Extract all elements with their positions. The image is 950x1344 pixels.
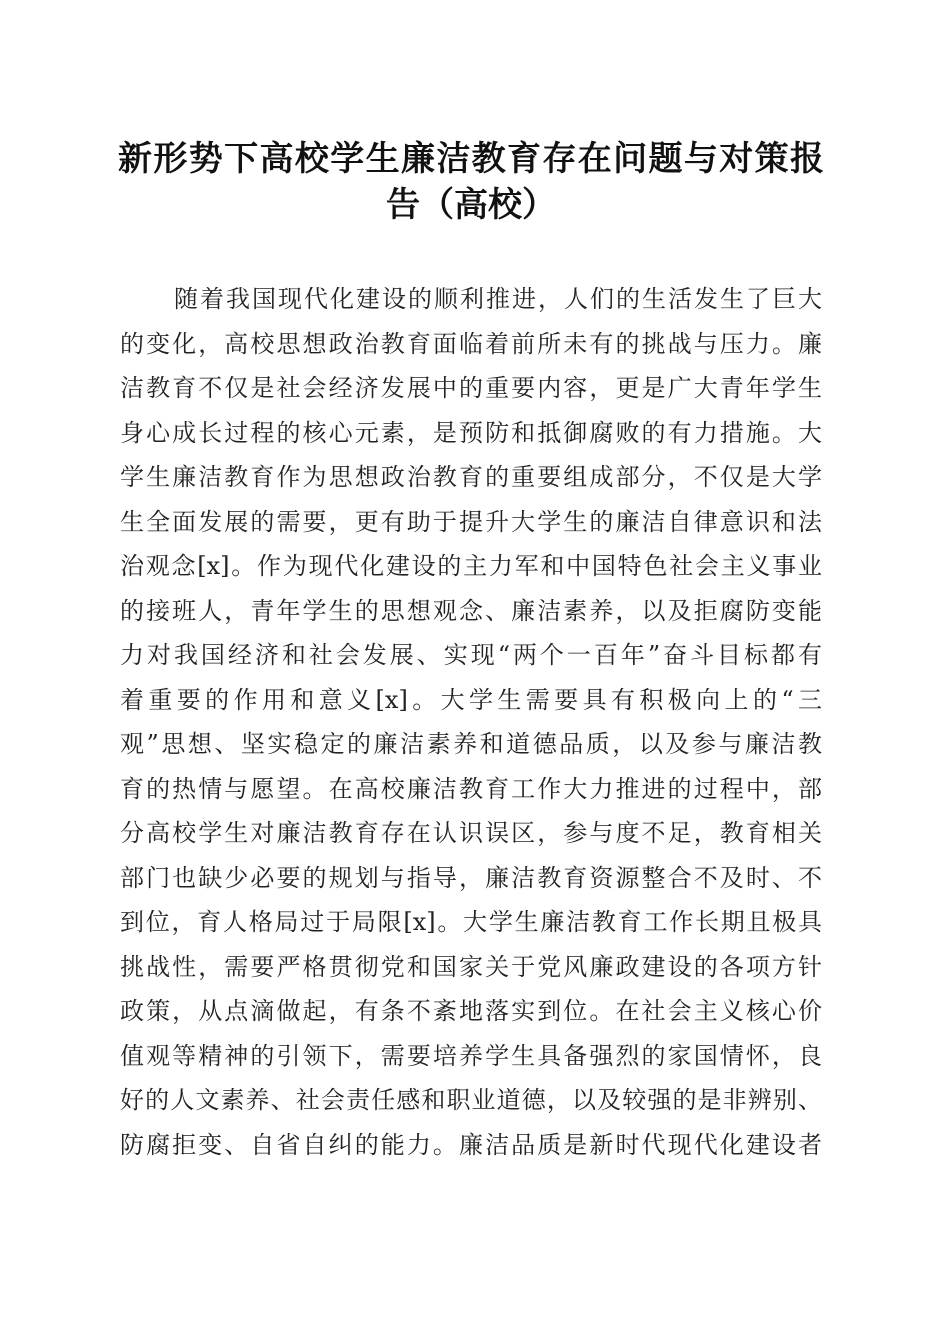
paragraph-line: 生全面发展的需要，更有助于提升大学生的廉洁自律意识和法 <box>120 507 822 536</box>
title-line: 告（高校） <box>386 185 556 225</box>
paragraph-line: 身心成长过程的核心元素，是预防和抵御腐败的有力措施。大 <box>120 418 822 447</box>
paragraph-line: 到位，育人格局过于局限[x]。大学生廉洁教育工作长期且极具 <box>120 908 822 936</box>
paragraph-line: 分高校学生对廉洁教育存在认识误区，参与度不足，教育相关 <box>120 819 822 847</box>
paragraph-line: 育的热情与愿望。在高校廉洁教育工作大力推进的过程中，部 <box>120 774 822 803</box>
paragraph-line: 洁教育不仅是社会经济发展中的重要内容，更是广大青年学生 <box>120 374 822 402</box>
document-title <box>118 136 824 228</box>
paragraph-line: 的变化，高校思想政治教育面临着前所未有的挑战与压力。廉 <box>120 329 822 358</box>
paragraph-line: 着重要的作用和意义[x]。大学生需要具有积极向上的“三 <box>120 685 822 714</box>
paragraph-line: 好的人文素养、社会责任感和职业道德，以及较强的是非辨别、 <box>120 1086 822 1114</box>
document-body <box>120 277 822 1167</box>
paragraph-line: 防腐拒变、自省自纠的能力。廉洁品质是新时代现代化建设者 <box>120 1130 822 1159</box>
paragraph-line: 政策，从点滴做起，有条不紊地落实到位。在社会主义核心价 <box>120 997 822 1025</box>
paragraph-line: 随着我国现代化建设的顺利推进，人们的生活发生了巨大 <box>174 285 822 313</box>
paragraph-line: 治观念[x]。作为现代化建设的主力军和中国特色社会主义事业 <box>120 552 822 580</box>
paragraph-line: 值观等精神的引领下，需要培养学生具备强烈的家国情怀，良 <box>120 1041 822 1070</box>
paragraph-line: 学生廉洁教育作为思想政治教育的重要组成部分，不仅是大学 <box>120 463 822 491</box>
paragraph-line: 部门也缺少必要的规划与指导，廉洁教育资源整合不及时、不 <box>120 863 822 892</box>
paragraph-line: 观”思想、坚实稳定的廉洁素养和道德品质，以及参与廉洁教 <box>120 730 822 758</box>
title-line: 新形势下高校学生廉洁教育存在问题与对策报 <box>118 139 824 179</box>
paragraph-line: 的接班人，青年学生的思想观念、廉洁素养，以及拒腐防变能 <box>120 596 822 625</box>
paragraph-line: 挑战性，需要严格贯彻党和国家关于党风廉政建设的各项方针 <box>120 952 822 981</box>
paragraph-line: 力对我国经济和社会发展、实现“两个一百年”奋斗目标都有 <box>120 641 822 669</box>
